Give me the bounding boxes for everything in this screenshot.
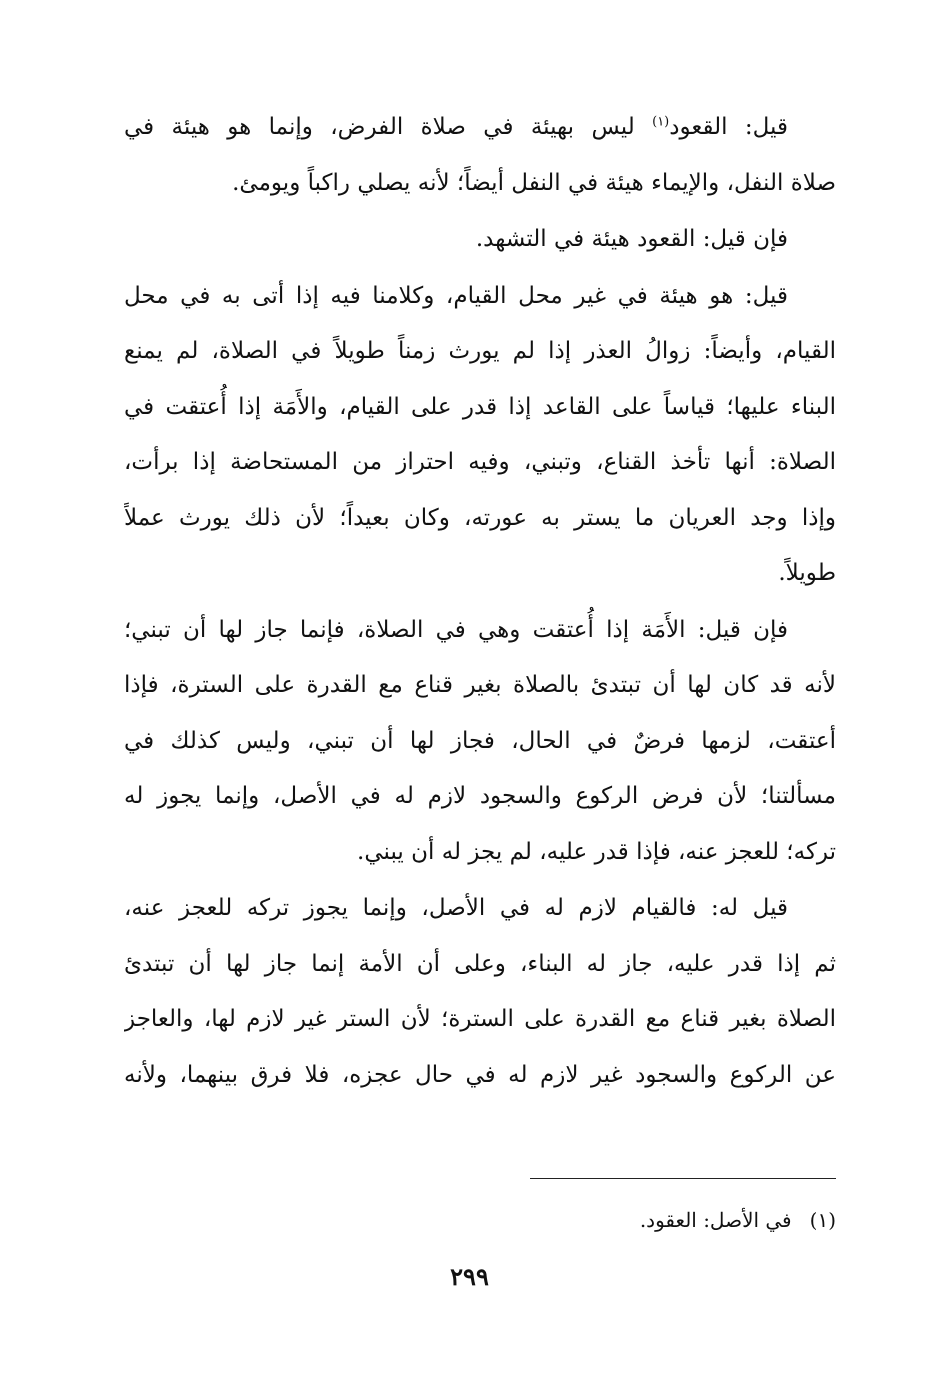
text-line: قيل: هو هيئة في غير محل القيام، وكلامنا فيه إذا أتى به في محل [124, 282, 788, 309]
text-line [124, 100, 836, 156]
text-line: لأنه قد كان لها أن تبتدئ بالصلاة بغير قناع مع القدرة على السترة، فإذا [124, 672, 836, 698]
footnote [640, 1200, 836, 1240]
text-line: مسألتنا؛ لأن فرض الركوع والسجود لازم له في الأصل، وإنما يجوز له [124, 783, 836, 809]
main-text [124, 100, 836, 1104]
text-line: ثم إذا قدر عليه، جاز له البناء، وعلى أن الأمة إنما جاز لها أن تبتدئ [124, 950, 836, 977]
text-line: وإذا وجد العريان ما يستر به عورته، وكان بعيداً؛ لأن ذلك يورث عملاً [124, 504, 836, 531]
footnote-separator [530, 1178, 836, 1179]
footnote-number: (١) [809, 1208, 836, 1232]
page-number: ٢٩٩ [450, 1262, 489, 1291]
paragraph-2 [124, 212, 836, 268]
paragraph-5 [124, 881, 836, 1103]
text-line: القيام، وأيضاً: زوالُ العذر إذا لم يورث زمناً طويلاً في الصلاة، لم يمنع [124, 338, 836, 364]
paragraph-1 [124, 100, 836, 211]
text-line: الصلاة: أنها تأخذ القناع، وتبني، وفيه احتراز من المستحاضة إذا برأت، [124, 449, 836, 475]
text-line: الصلاة بغير قناع مع القدرة على السترة؛ لأن الستر غير لازم لها، والعاجز [124, 1006, 836, 1032]
text-line: قيل له: فالقيام لازم له في الأصل، وإنما يجوز تركه للعجز عنه، [124, 895, 788, 921]
text-line: البناء عليها؛ قياساً على القاعد إذا قدر على القيام، والأَمَة إذا أُعتقت في [124, 393, 836, 420]
line-text: ليس بهيئة في صلاة الفرض، وإنما هو هيئة في [124, 114, 635, 140]
text-line: عن الركوع والسجود غير لازم له في حال عجزه، فلا فرق بينهما، ولأنه [124, 1061, 836, 1088]
text-line: صلاة النفل، والإيماء هيئة في النفل أيضاً؛ لأنه يصلي راكباً ويومئ. [232, 169, 836, 196]
paragraph-4 [124, 603, 836, 881]
footnote-reference: (١) [652, 114, 670, 130]
line-text: قيل: القعود [669, 114, 788, 140]
footnote-text: في الأصل: العقود. [639, 1208, 792, 1232]
text-line: تركه؛ للعجز عنه، فإذا قدر عليه، لم يجز له أن يبني. [357, 838, 836, 865]
text-line: أعتقت، لزمها فرضٌ في الحال، فجاز لها أن تبني، وليس كذلك في [124, 727, 836, 754]
text-line: فإن قيل: الأَمَة إذا أُعتقت وهي في الصلاة، فإنما جاز لها أن تبني؛ [124, 616, 788, 643]
text-line: طويلاً. [778, 560, 836, 586]
text-line: فإن قيل: القعود هيئة في التشهد. [475, 226, 788, 252]
paragraph-3 [124, 269, 836, 602]
